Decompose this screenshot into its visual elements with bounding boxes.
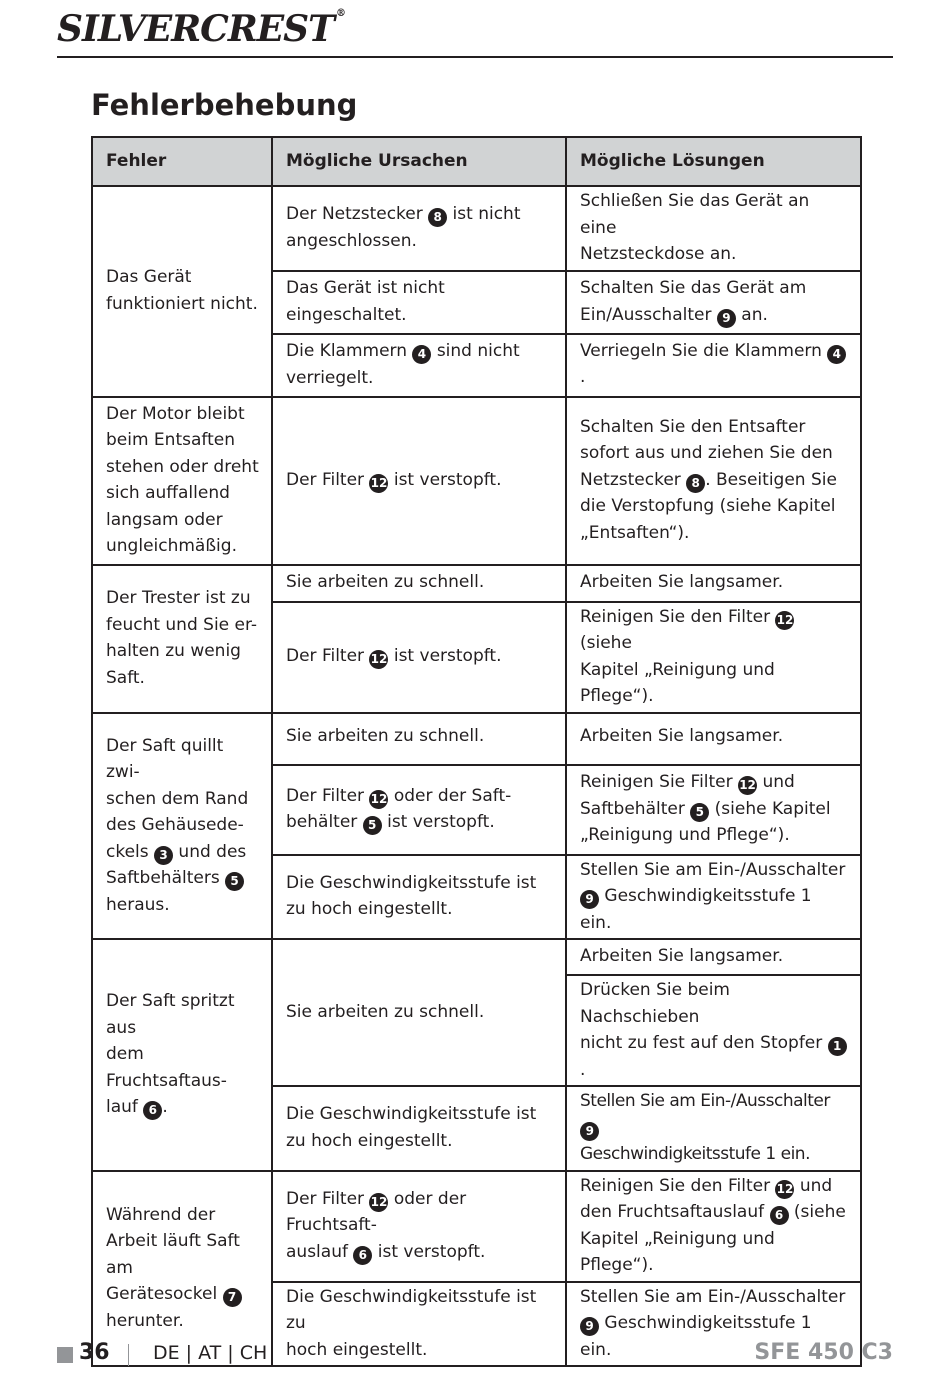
fault-cell — [92, 565, 272, 713]
text-line: dem Fruchtsaftaus- — [106, 1044, 227, 1091]
text-fragment: Der Filter — [286, 646, 370, 667]
text-fragment: Geschwindigkeitsstufe 1 ein. — [580, 886, 812, 933]
text-fragment: und — [757, 772, 795, 793]
text-fragment: (siehe — [788, 1202, 846, 1222]
fault-cell — [92, 713, 272, 940]
text-fragment: an. — [735, 304, 768, 325]
fault-cell — [92, 397, 272, 565]
footer-divider — [128, 1344, 129, 1366]
text-fragment: Reinigen Sie Filter — [580, 772, 739, 793]
text-fragment: . — [162, 1097, 168, 1117]
fault-cell — [92, 186, 272, 397]
text-fragment: und des — [173, 841, 247, 862]
cause-cell — [272, 186, 566, 271]
text-fragment: Saftbehälter — [580, 798, 691, 819]
cause-cell: Sie arbeiten zu schnell. — [272, 565, 566, 602]
solution-cell — [566, 334, 861, 397]
text-fragment: auslauf — [286, 1241, 354, 1262]
text-fragment: ist verstopft. — [388, 646, 502, 667]
text-line: „Entsaften“). — [580, 522, 690, 543]
text-line: Schalten Sie den Entsafter — [580, 416, 806, 437]
text-line: Stellen Sie am Ein-/Ausschalter — [580, 859, 846, 880]
text-fragment: Saftbehälters — [106, 868, 226, 888]
cause-cell: Sie arbeiten zu schnell. — [272, 713, 566, 765]
text-fragment: Der Filter — [286, 469, 370, 490]
text-line: Das Gerät ist nicht — [286, 278, 445, 298]
troubleshooting-table — [91, 136, 862, 1367]
part-number-badge: 3 — [154, 846, 173, 865]
text-line: Drücken Sie beim Nachschieben — [580, 980, 730, 1027]
cause-cell: Sie arbeiten zu schnell. — [272, 939, 566, 1086]
text-line: feucht und Sie er- — [106, 614, 258, 635]
text-fragment: Der Filter — [286, 785, 370, 806]
text-line: Die Geschwindigkeitsstufe ist — [286, 1104, 537, 1125]
text-fragment: ist verstopft. — [381, 812, 495, 832]
part-number-badge: 12 — [775, 611, 794, 630]
text-fragment: (siehe — [580, 633, 632, 653]
text-line: Während der — [106, 1204, 216, 1225]
text-fragment: nicht zu fest auf den Stopfer — [580, 1033, 828, 1053]
part-number-badge: 12 — [369, 474, 388, 493]
text-line: des Gehäusede- — [106, 815, 244, 835]
text-line: sofort aus und ziehen Sie den — [580, 443, 833, 464]
text-line: Arbeit läuft Saft am — [106, 1231, 240, 1278]
text-fragment: Netzstecker — [580, 469, 687, 490]
part-number-badge: 9 — [580, 890, 599, 909]
text-line: zu hoch eingestellt. — [286, 899, 453, 920]
model-number: SFE 450 C3 — [754, 1340, 893, 1365]
text-line: „Reinigung und Pflege“). — [580, 825, 790, 846]
text-fragment: Geschwindigkeitsstufe 1 ein. — [580, 1313, 812, 1360]
cause-cell — [272, 1171, 566, 1282]
table-row — [92, 1171, 861, 1282]
text-fragment: Reinigen Sie den Filter — [580, 1175, 776, 1196]
solution-cell: Arbeiten Sie langsamer. — [566, 565, 861, 602]
text-line: Stellen Sie am Ein-/Ausschalter — [580, 1286, 846, 1307]
text-fragment: Verriegeln Sie die Klammern — [580, 340, 828, 361]
text-line: sich auffallend — [106, 483, 230, 503]
page-number: 36 — [79, 1340, 110, 1365]
part-number-badge: 12 — [738, 776, 757, 795]
page-title: Fehlerbehebung — [91, 88, 358, 122]
cause-cell — [272, 334, 566, 397]
text-line: Kapitel „Reinigung und Pflege“). — [580, 1228, 775, 1275]
table-row — [92, 186, 861, 271]
solution-cell — [566, 397, 861, 565]
part-number-badge: 6 — [353, 1246, 372, 1265]
text-fragment: . — [580, 1059, 586, 1080]
solution-cell — [566, 765, 861, 855]
table-row — [92, 939, 861, 975]
part-number-badge: 12 — [775, 1180, 794, 1199]
part-number-badge: 12 — [369, 650, 388, 669]
text-line: Der Trester ist zu — [106, 588, 251, 608]
text-fragment: (siehe Kapitel — [709, 798, 831, 819]
part-number-badge: 1 — [828, 1037, 847, 1056]
part-number-badge: 4 — [412, 345, 431, 364]
text-line: Schalten Sie das Gerät am — [580, 278, 807, 298]
cause-cell — [272, 1282, 566, 1367]
text-fragment: Ein/Ausschalter — [580, 304, 717, 325]
table-row — [92, 565, 861, 602]
text-line: schen dem Rand — [106, 788, 249, 809]
cause-cell — [272, 855, 566, 940]
part-number-badge: 9 — [580, 1122, 599, 1141]
text-line: hoch eingestellt. — [286, 1339, 428, 1360]
cause-cell — [272, 602, 566, 713]
text-line: halten zu wenig — [106, 641, 241, 661]
fault-cell — [92, 939, 272, 1171]
solution-cell: Arbeiten Sie langsamer. — [566, 713, 861, 765]
text-line: Netzsteckdose an. — [580, 244, 737, 264]
footer-languages: DE | AT | CH — [153, 1342, 268, 1364]
text-fragment: oder der Fruchtsaft- — [286, 1188, 467, 1236]
text-fragment: ckels — [106, 841, 155, 862]
text-fragment: lauf — [106, 1097, 144, 1117]
header-causes: Mögliche Ursachen — [272, 137, 566, 186]
text-fragment: oder der Saft- — [388, 785, 512, 806]
part-number-badge: 5 — [225, 872, 244, 891]
text-fragment: und — [794, 1175, 833, 1196]
text-line: Der Saft spritzt aus — [106, 991, 235, 1038]
cause-cell — [272, 765, 566, 855]
solution-cell: Arbeiten Sie langsamer. — [566, 939, 861, 975]
part-number-badge: 8 — [686, 474, 705, 493]
fault-cell — [92, 1171, 272, 1367]
text-line: die Verstopfung (siehe Kapitel — [580, 496, 836, 517]
text-fragment: Reinigen Sie den Filter — [580, 606, 776, 627]
text-line: Schließen Sie das Gerät an eine — [580, 191, 810, 238]
part-number-badge: 6 — [770, 1206, 789, 1225]
text-fragment: Stellen Sie am Ein-/Ausschalter — [580, 1091, 830, 1111]
text-line: Der Saft quillt zwi- — [106, 735, 224, 782]
text-fragment: behälter — [286, 812, 363, 832]
text-fragment: ist verstopft. — [388, 469, 502, 490]
footer-marker — [57, 1347, 73, 1363]
text-line: Der Motor bleibt — [106, 403, 245, 424]
registered-mark: ® — [335, 8, 345, 19]
text-line: stehen oder dreht — [106, 456, 259, 477]
table-header-row — [92, 137, 861, 186]
text-line: Kapitel „Reinigung und Pflege“). — [580, 659, 775, 706]
part-number-badge: 8 — [428, 208, 447, 227]
text-fragment: den Fruchtsaftauslauf — [580, 1202, 770, 1222]
part-number-badge: 5 — [690, 803, 709, 822]
cause-cell — [272, 397, 566, 565]
text-line: langsam oder — [106, 509, 223, 530]
part-number-badge: 12 — [369, 1193, 388, 1212]
text-fragment: Der Netzstecker — [286, 204, 429, 225]
text-line: Das Gerät — [106, 267, 192, 288]
text-fragment: ist verstopft. — [372, 1241, 486, 1262]
text-fragment: Die Klammern — [286, 341, 413, 361]
solution-cell — [566, 855, 861, 940]
part-number-badge: 12 — [369, 790, 388, 809]
text-fragment: sind nicht — [431, 341, 520, 361]
text-fragment: Gerätesockel — [106, 1284, 223, 1304]
header-rule — [57, 56, 893, 58]
text-line: eingeschaltet. — [286, 304, 407, 325]
text-fragment: ist nicht — [447, 204, 521, 225]
text-line: verriegelt. — [286, 367, 374, 388]
text-line: Geschwindigkeitsstufe 1 ein. — [580, 1144, 810, 1164]
text-line: ungleichmäßig. — [106, 536, 237, 556]
part-number-badge: 4 — [827, 345, 846, 364]
table-row — [92, 713, 861, 765]
text-line: funktioniert nicht. — [106, 293, 258, 314]
table-row — [92, 397, 861, 565]
text-fragment: Der Filter — [286, 1188, 370, 1209]
text-fragment: . — [580, 367, 586, 387]
text-line: herunter. — [106, 1310, 184, 1331]
text-line: Die Geschwindigkeitsstufe ist zu — [286, 1286, 537, 1333]
brand-name: SILVERCREST — [57, 8, 334, 50]
text-line: heraus. — [106, 894, 170, 915]
part-number-badge: 7 — [223, 1288, 242, 1307]
solution-cell — [566, 975, 861, 1086]
solution-cell — [566, 186, 861, 271]
text-line: angeschlossen. — [286, 230, 417, 251]
part-number-badge: 5 — [363, 816, 382, 835]
solution-cell — [566, 1086, 861, 1171]
brand-logo — [57, 8, 345, 50]
text-line: zu hoch eingestellt. — [286, 1130, 453, 1151]
text-line: Saft. — [106, 667, 145, 688]
part-number-badge: 6 — [143, 1101, 162, 1120]
text-fragment: . Beseitigen Sie — [705, 469, 837, 490]
header-fault: Fehler — [92, 137, 272, 186]
solution-cell — [566, 271, 861, 334]
solution-cell — [566, 602, 861, 713]
part-number-badge: 9 — [580, 1317, 599, 1336]
cause-cell — [272, 1086, 566, 1171]
part-number-badge: 9 — [717, 309, 736, 328]
text-line: Die Geschwindigkeitsstufe ist — [286, 872, 537, 893]
cause-cell — [272, 271, 566, 334]
text-line: beim Entsaften — [106, 430, 235, 450]
header-solutions: Mögliche Lösungen — [566, 137, 861, 186]
solution-cell — [566, 1171, 861, 1282]
